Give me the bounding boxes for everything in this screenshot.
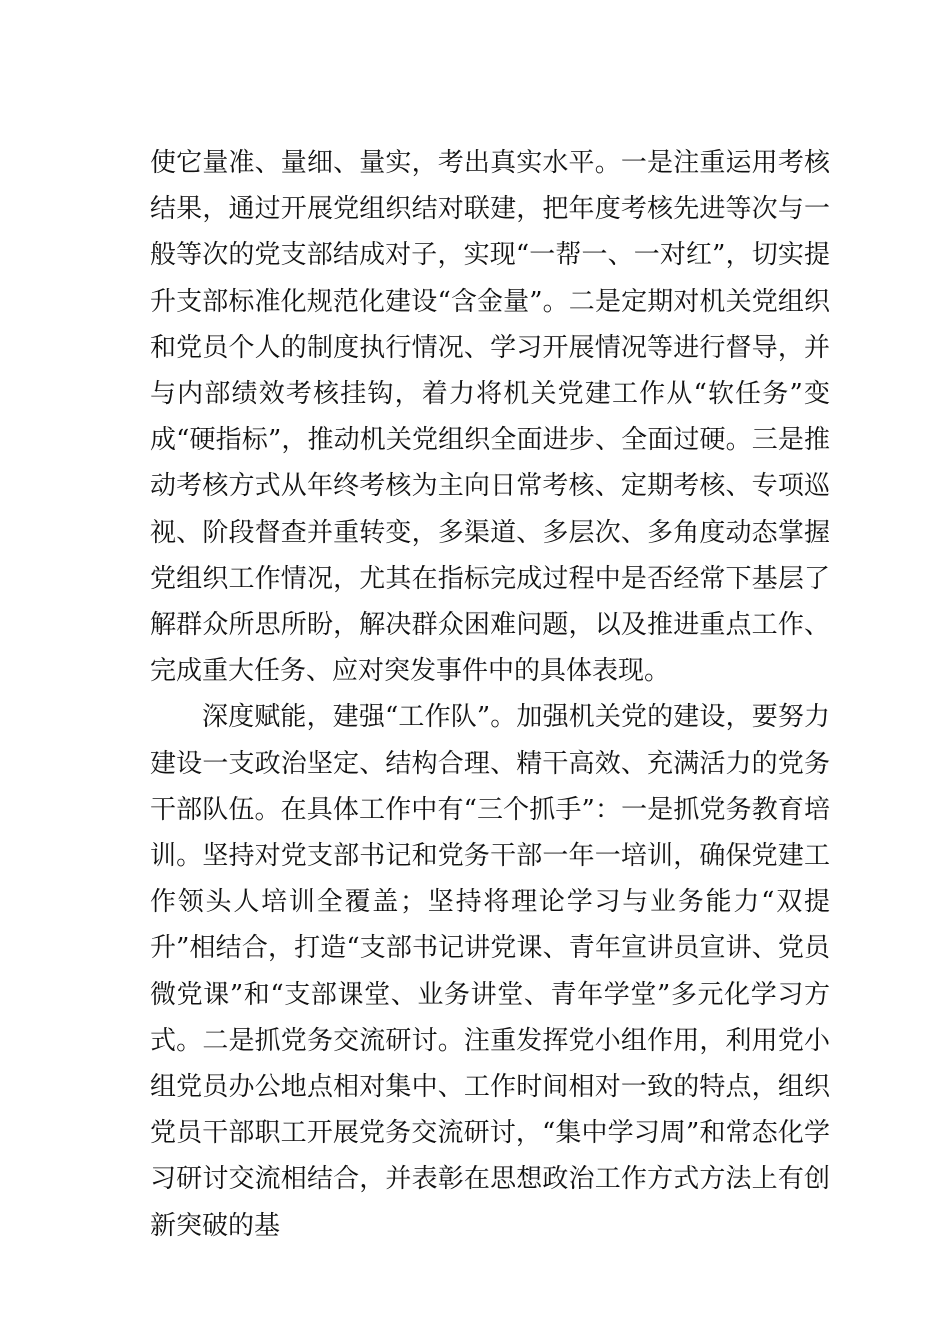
document-body (150, 140, 830, 1249)
paragraph-assessment: 使它量准、量细、量实，考出真实水平。一是注重运用考核结果，通过开展党组织结对联建，把年度考核先进等次与一般等次的党支部结成对子，实现“一帮一、一对红”，切实提升支部标准化规范化建设“含金量”。二是定期对机关党组织和党员个人的制度执行情况、学习开展情况等进行督导，并与内部绩效考核挂钩，着力将机关党建工作从“软任务”变成“硬指标”，推动机关党组织全面进步、全面过硬。三是推动考核方式从年终考核为主向日常考核、定期考核、专项巡视、阶段督查并重转变，多渠道、多层次、多角度动态掌握党组织工作情况，尤其在指标完成过程中是否经常下基层了解群众所思所盼，解决群众困难问题，以及推进重点工作、完成重大任务、应对突发事件中的具体表现。 (150, 148, 830, 687)
paragraph-work-team: 深度赋能，建强“工作队”。加强机关党的建设，要努力建设一支政治坚定、结构合理、精干高效、充满活力的党务干部队伍。在具体工作中有“三个抓手”：一是抓党务教育培训。坚持对党支部书记和党务干部一年一培训，确保党建工作领头人培训全覆盖；坚持将理论学习与业务能力“双提升”相结合，打造“支部书记讲党课、青年宣讲员宣讲、党员微党课”和“支部课堂、业务讲堂、青年学堂”多元化学习方式。二是抓党务交流研讨。注重发挥党小组作用，利用党小组党员办公地点相对集中、工作时间相对一致的特点，组织党员干部职工开展党务交流研讨，“集中学习周”和常态化学习研讨交流相结合，并表彰在思想政治工作方式方法上有创新突破的基 (150, 702, 830, 1241)
